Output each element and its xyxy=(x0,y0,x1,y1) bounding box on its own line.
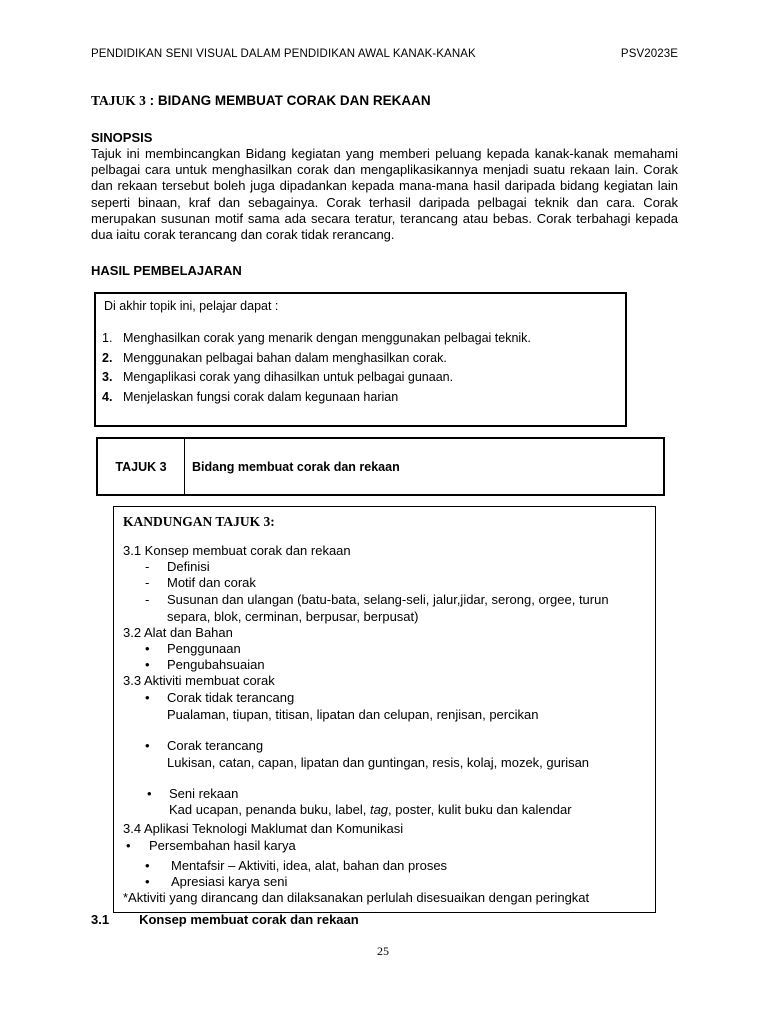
topic-table-title: Bidang membuat corak dan rekaan xyxy=(192,459,400,474)
list-item: • Seni rekaan xyxy=(147,786,239,801)
list-item: • Corak tidak terancang xyxy=(145,690,295,705)
learning-outcomes-list xyxy=(102,331,531,409)
learning-outcomes-heading: HASIL PEMBELAJARAN xyxy=(91,263,242,278)
sinopsis-text: Tajuk ini membincangkan Bidang kegiatan yang memberi peluang kepada kanak-kanak memahami pelbagai cara untuk menghasilkan corak dan mengaplikasikannya menjadi suatu rekaan lain. Corak dan rekaan tersebut boleh juga dipadankan kepada mana-mana hasil daripada bidang kegiatan lain seperti binaan, kraf dan sebagainya. Corak terhasil daripada pelbagai teknik dan cara. Corak merupakan susunan motif sama ada secara teratur, terancang atau bebas. Corak terbahagi kepada dua iaitu corak terancang dan corak tidak rerancang. xyxy=(91,146,678,243)
topic-table-label: TAJUK 3 xyxy=(98,439,185,494)
learning-outcomes-box xyxy=(94,292,627,427)
topic-title-prefix: TAJUK 3 xyxy=(91,93,146,108)
topic-table xyxy=(96,437,665,496)
header-course-title: PENDIDIKAN SENI VISUAL DALAM PENDIDIKAN AWAL KANAK-KANAK xyxy=(91,48,476,60)
section-3-2: 3.2 Alat dan Bahan xyxy=(123,625,233,640)
list-item: • Pengubahsuaian xyxy=(145,657,265,672)
contents-note: *Aktiviti yang dirancang dan dilaksanakan perlulah disesuaikan dengan peringkat xyxy=(123,890,590,905)
topic-contents-box xyxy=(113,506,656,913)
list-item: - Definisi xyxy=(145,559,210,574)
list-item-continuation: separa, blok, cerminan, berpusar, berpusat) xyxy=(167,609,419,624)
page-number: 25 xyxy=(377,944,389,958)
topic-title xyxy=(91,93,431,109)
header-course-code: PSV2023E xyxy=(620,48,678,60)
list-item: • Persembahan hasil karya xyxy=(126,838,296,853)
section-number: 3.1 xyxy=(91,912,110,927)
list-item: 2. Menggunakan pelbagai bahan dalam menghasilkan corak. xyxy=(102,350,447,365)
list-item-detail: Lukisan, catan, capan, lipatan dan guntingan, resis, kolaj, mozek, gurisan xyxy=(167,755,590,770)
list-item: • Mentafsir – Aktiviti, idea, alat, bahan dan proses xyxy=(145,858,448,873)
list-item: 3. Mengaplikasi corak yang dihasilkan untuk pelbagai gunaan. xyxy=(102,370,454,384)
list-item-detail: Kad ucapan, penanda buku, label, tag, poster, kulit buku dan kalendar xyxy=(169,802,572,817)
contents-heading: KANDUNGAN TAJUK 3: xyxy=(123,514,275,529)
section-heading-3-1 xyxy=(91,912,359,927)
sinopsis-heading: SINOPSIS xyxy=(91,130,153,145)
section-3-3: 3.3 Aktiviti membuat corak xyxy=(123,673,275,688)
list-item: 4. Menjelaskan fungsi corak dalam kegunaan harian xyxy=(102,389,399,404)
section-3-4: 3.4 Aplikasi Teknologi Maklumat dan Komunikasi xyxy=(123,821,404,836)
list-item-detail: Pualaman, tiupan, titisan, lipatan dan celupan, renjisan, percikan xyxy=(167,707,539,722)
list-item: • Apresiasi karya seni xyxy=(145,874,288,889)
list-item: • Penggunaan xyxy=(145,641,241,656)
page-header xyxy=(91,48,678,60)
section-3-1: 3.1 Konsep membuat corak dan rekaan xyxy=(123,543,351,558)
topic-title-rest: : BIDANG MEMBUAT CORAK DAN REKAAN xyxy=(145,93,431,108)
list-item: - Motif dan corak xyxy=(145,575,256,590)
list-item: • Corak terancang xyxy=(145,738,264,753)
section-title: Konsep membuat corak dan rekaan xyxy=(139,912,359,927)
learning-outcomes-intro: Di akhir topik ini, pelajar dapat : xyxy=(104,299,279,313)
list-item: 1. Menghasilkan corak yang menarik dengan menggunakan pelbagai teknik. xyxy=(102,331,531,345)
list-item: - Susunan dan ulangan (batu-bata, selang-seli, jalur,jidar, serong, orgee, turun xyxy=(145,592,609,607)
